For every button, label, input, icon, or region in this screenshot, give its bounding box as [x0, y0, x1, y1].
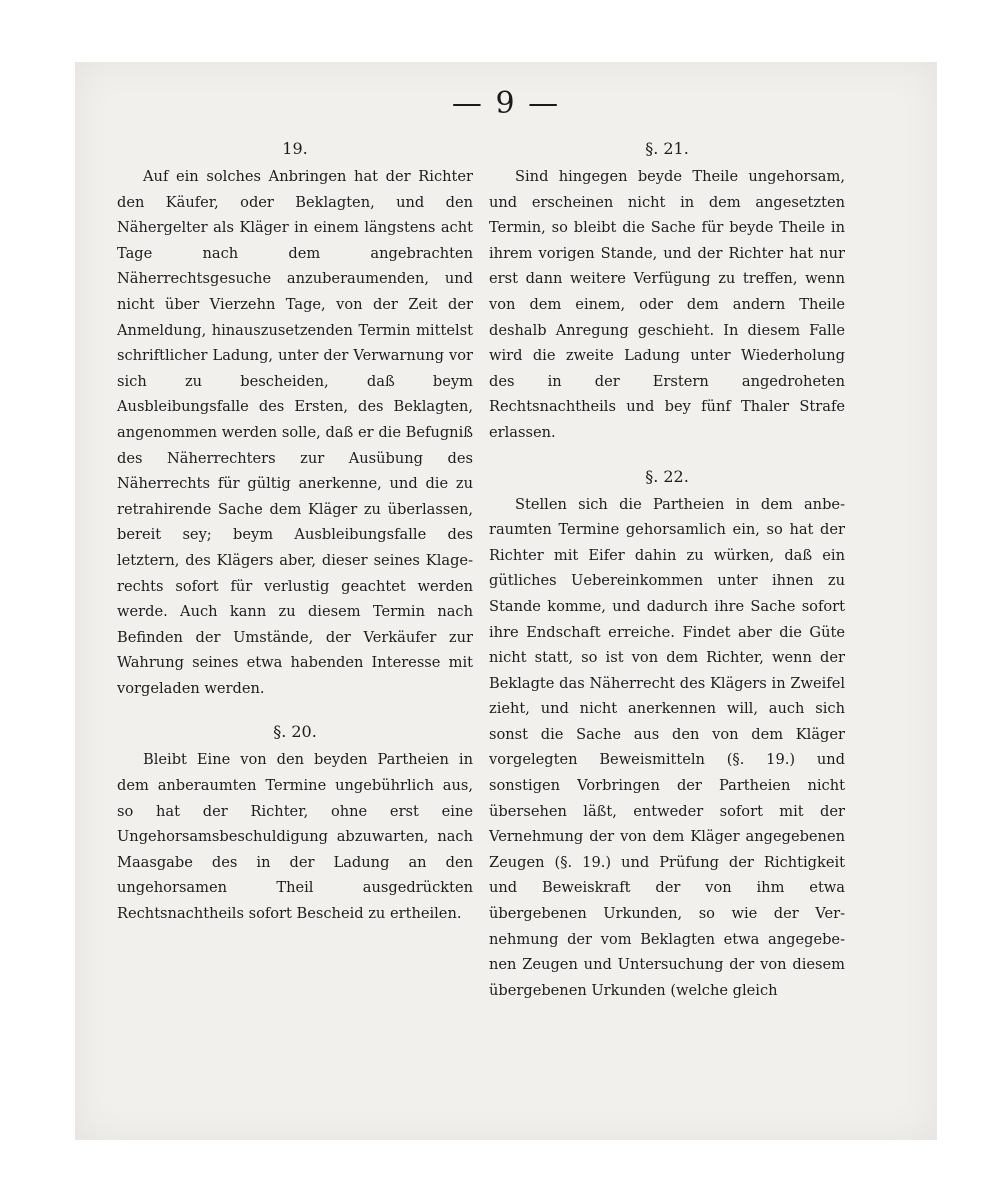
- section-20-heading: §. 20.: [273, 722, 317, 742]
- section-21-heading: §. 21.: [645, 139, 689, 158]
- section-20-text: Bleibt Eine von den beyden Partheien in dem anberaumten Termine ungebührlich aus, so hat der Richter, ohne erst eine Ungehorsamsbeschuldigung abzuwarten, nach Maasgabe des in der Ladung an den ungehorsamen Theil ausgedrückten Rechtsnachtheils sofort Bescheid zu ertheilen.: [117, 751, 473, 923]
- section-19-heading: 19.: [282, 139, 308, 158]
- section-21-text: Sind hingegen beyde Theile ungehorsam, und erscheinen nicht in dem angesetzten Termin, so bleibt die Sache für beyde Theile in ihrem vorigen Stande, und der Richter hat nur erst dann weitere Verfügung zu treffen, wenn von dem einem, oder dem andern Theile deshalb Anregung geschieht. In diesem Falle wird die zweite Ladung unter Wiederholung des in der Erstern angedroheten Rechtsnachtheils und bey fünf Thaler Strafe erlassen.: [489, 168, 845, 441]
- section-22-text: Stellen sich die Partheien in dem anberaumten Termine gehorsamlich ein, so hat der Richter mit Eifer dahin zu würken, daß ein gütliches Uebereinkommen unter ihnen zu Stande komme, und dadurch ihre Sache sofort ihre Endschaft erreiche. Findet aber die Güte nicht statt, so ist von dem Richter, wenn der Beklagte das Näherrecht des Klägers in Zweifel zieht, und nicht anerkennen will, auch sich sonst die Sache aus den von dem Kläger vorgelegten Beweismitteln (§. 19.) und sonstigen Vorbringen der Partheien nicht übersehen läßt, entweder sofort mit der Vernehmung der von dem Kläger angegebenen Zeugen (§. 19.) und Prüfung der Richtigkeit und Beweiskraft der von ihm etwa übergebenen Urkunden, so wie der Vernehmung der vom Beklagten etwa angegebenen Zeugen und Untersuchung der von diesem übergebenen Urkunden (welche gleich: [489, 495, 845, 999]
- page-number: — 9 —: [451, 86, 561, 121]
- left-column: [117, 136, 473, 927]
- document-page: [75, 62, 937, 1140]
- section-19-text: Auf ein solches Anbringen hat der Richter den Käufer, oder Beklagten, und den Nähergelter als Kläger in einem längstens acht Tage nach dem angebrachten Näherrechtsgesuche anzuberaumenden, und nicht über Vierzehn Tage, von der Zeit der Anmeldung, hinauszusetzenden Termin mittelst schriftlicher Ladung, unter der Verwarnung vor sich zu bescheiden, daß beym Ausbleibungsfalle des Ersten, des Beklagten, angenommen werden solle, daß er die Befugniß des Näherrechters zur Ausübung des Näherrechts für gültig anerkenne, und die zu retrahirende Sache dem Kläger zu überlassen, bereit sey; beym Ausbleibungsfalle des letztern, des Klägers aber, dieser seines Klagerechts sofort für verlustig geachtet werden werde. Auch kann zu diesem Termin nach Befinden der Umstände, der Verkäufer zur Wahrung seines etwa habenden Interesse mit vorgeladen werden.: [117, 168, 473, 697]
- section-22-heading: §. 22.: [645, 466, 689, 486]
- right-column: [489, 136, 845, 1003]
